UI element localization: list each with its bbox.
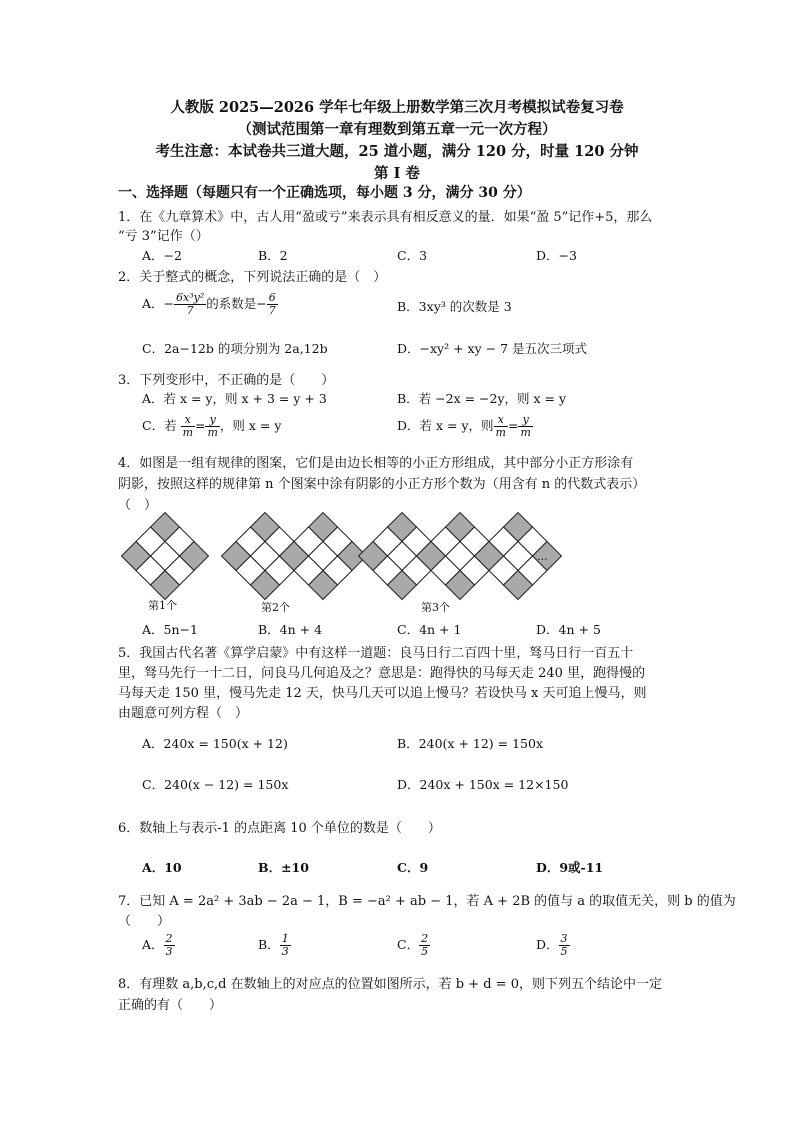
q7-line2: （ ） [118, 914, 171, 929]
q2-a-prefix: A．− [142, 296, 175, 311]
q3-stem: 3．下列变形中，不正确的是（ ） [118, 373, 335, 388]
q7-c-fraction: $\frac{2}{5}$ [421, 932, 429, 958]
q7-d-fraction: $\frac{3}{5}$ [560, 932, 568, 958]
q1-option-b: B．2 [258, 248, 288, 263]
q7-option-d: D． $\frac{3}{5}$ [536, 932, 568, 958]
q4-option-a: A．5n−1 [142, 622, 198, 637]
figure-2-label: 第2个 [261, 601, 290, 614]
q3-option-d: D．若 x = y，则 $\frac{x}{m}$ = $\frac{y}{m}$ [397, 413, 531, 439]
q2-a-mid: 的系数是− [206, 296, 267, 311]
q5-line1: 5．我国古代名著《算学启蒙》中有这样一道题：良马日行二百四十里，驽马日行一百五十 [118, 646, 634, 661]
q5-line2: 里，驽马先行一十二日，问良马几何追及之？意思是：跑得快的马每天走 240 里，跑得慢的 [118, 666, 646, 681]
figure-1-label: 第1个 [148, 599, 177, 612]
q6-option-a: A．10 [142, 860, 182, 875]
q5-option-b: B．240(x + 12) = 150x [397, 736, 544, 751]
q1-option-d: D．−3 [536, 248, 577, 263]
q8-line1: 8．有理数 a,b,c,d 在数轴上的对应点的位置如图所示，若 b + d = 0，则下列五个结论中一定 [118, 977, 662, 992]
q5-line3: 马每天走 150 里，慢马先走 12 天，快马几天可以追上慢马？若设快马 x 天可追上慢马，则 [118, 686, 647, 701]
q2-a-fraction1: $\frac{\text{6x³y²}}{7}$ [176, 291, 205, 317]
q1-option-a: A．−2 [142, 248, 182, 263]
q4-line3: （ ） [118, 498, 158, 513]
q6-stem: 6．数轴上与表示-1 的点距离 10 个单位的数是（ ） [118, 821, 441, 836]
q5-option-c: C．240(x − 12) = 150x [142, 777, 289, 792]
q7-option-b: B． $\frac{1}{3}$ [258, 932, 289, 958]
section-heading: 一、选择题（每题只有一个正确选项，每小题 3 分，满分 30 分） [118, 185, 531, 201]
exam-notice: 考生注意：本试卷共三道大题，25 道小题，满分 120 分，时量 120 分钟 [155, 143, 639, 160]
q3-option-c: C．若 $\frac{x}{m}$ = $\frac{y}{m}$ ，则 x = y [142, 413, 282, 439]
q3-d-fraction2: $\frac{y}{m}$ [520, 413, 531, 439]
q8-line2: 正确的有（ ） [118, 998, 223, 1013]
q3-d-fraction1: $\frac{x}{m}$ [495, 413, 506, 439]
q5-option-d: D．240x + 150x = 12×150 [397, 777, 569, 792]
q4-line2: 阴影，按照这样的规律第 n 个图案中涂有阴影的小正方形个数为（用含有 n 的代数式表示） [118, 477, 646, 492]
q3-c-fraction2: $\frac{y}{m}$ [207, 413, 218, 439]
q6-option-b: B．±10 [258, 860, 309, 875]
q1-line1: 1．在《九章算术》中，古人用“盈或亏”来表示具有相反意义的量．如果“盈 5”记作+5，那么 [118, 210, 653, 225]
q1-line2: “亏 3”记作（） [118, 229, 209, 244]
q2-option-d: D．−xy² + xy − 7 是五次三项式 [397, 341, 587, 356]
q2-option-c: C．2a−12b 的项分别为 2a,12b [142, 341, 328, 356]
q7-a-fraction: $\frac{2}{3}$ [165, 932, 173, 958]
q5-option-a: A．240x = 150(x + 12) [142, 736, 288, 751]
ellipsis: ··· [537, 553, 548, 566]
q5-line4: 由题意可列方程（ ） [118, 706, 249, 721]
part-label: 第 I 卷 [374, 165, 420, 182]
figure-3-label: 第3个 [421, 601, 450, 614]
q7-option-a: A． $\frac{2}{3}$ [142, 932, 173, 958]
q3-option-b: B．若 −2x = −2y，则 x = y [397, 391, 567, 406]
q3-c-fraction1: $\frac{x}{m}$ [182, 413, 193, 439]
q3-option-a: A．若 x = y，则 x + 3 = y + 3 [142, 391, 327, 406]
q6-option-d: D．9或-11 [536, 860, 604, 875]
q4-line1: 4．如图是一组有规律的图案，它们是由边长相等的小正方形组成，其中部分小正方形涂有 [118, 456, 634, 471]
q4-option-b: B．4n + 4 [258, 622, 323, 637]
q1-option-c: C．3 [397, 248, 428, 263]
q2-stem: 2．关于整式的概念，下列说法正确的是（ ） [118, 270, 387, 285]
q4-option-c: C．4n + 1 [397, 622, 462, 637]
q2-a-fraction2: $\frac{6}{7}$ [268, 291, 276, 317]
q6-option-c: C．9 [397, 860, 429, 875]
q7-b-fraction: $\frac{1}{3}$ [281, 932, 289, 958]
pattern-figures [120, 512, 580, 612]
q7-option-c: C． $\frac{2}{5}$ [397, 932, 429, 958]
q2-option-b: B．3xy³ 的次数是 3 [397, 299, 512, 314]
exam-subtitle: （测试范围第一章有理数到第五章一元一次方程） [237, 121, 557, 138]
q2-option-a [142, 292, 278, 317]
q4-option-d: D．4n + 5 [536, 622, 601, 637]
exam-title: 人教版 2025—2026 学年七年级上册数学第三次月考模拟试卷复习卷 [170, 99, 624, 116]
q7-line1: 7．已知 A = 2a² + 3ab − 2a − 1，B = −a² + ab − 1，若 A + 2B 的值与 a 的取值无关，则 b 的值为 [118, 894, 736, 909]
